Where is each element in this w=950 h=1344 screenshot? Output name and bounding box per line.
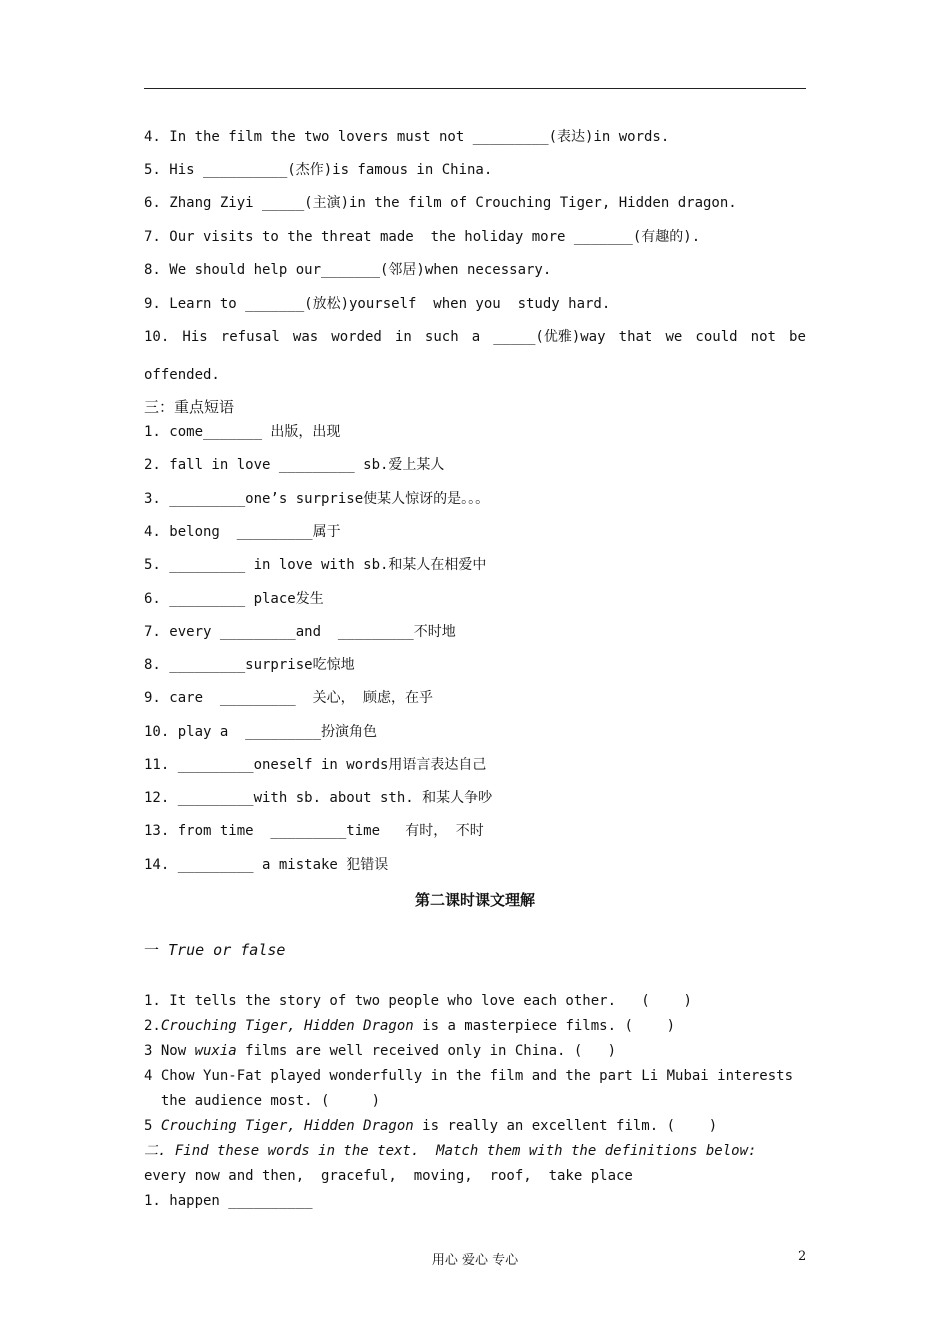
phrase-item: 3. _________one’s surprise使某人惊讶的是。。。 [144,491,490,507]
word: was [292,329,319,345]
section-title [144,941,285,959]
phrase-item: 14. _________ a mistake 犯错误 [144,857,389,873]
phrase-item: 6. _________ place发生 [144,591,324,607]
film-title: Crouching Tiger, Hidden Dragon [160,1118,414,1134]
word: not [750,329,776,345]
header-rule [144,88,806,89]
phrase-item: 11. _________oneself in words用语言表达自己 [144,757,487,773]
phrase-item: 4. belong _________属于 [144,524,341,540]
phrase-item: 8. _________surprise吃惊地 [144,657,355,673]
section-title: 二. Find these words in the text. Match them with the definitions below: [144,1143,757,1159]
lesson-heading: 第二课时课文理解 [414,891,535,909]
page-footer: 用心 爱心 专心 [431,1253,519,1268]
word: could [695,329,738,345]
word: His [182,329,208,345]
word: that [618,329,653,345]
tf-question [144,1017,675,1035]
film-title: Crouching Tiger, Hidden Dragon [160,1018,414,1034]
tf-question [144,1042,616,1060]
exercise-item-10-continued: offended. [144,367,220,383]
phrase-item: 9. care _________ 关心， 顾虑，在乎 [144,690,434,706]
word: we [665,329,683,345]
word: 10. [144,329,170,345]
word: such [424,329,459,345]
phrase-item: 5. _________ in love with sb.和某人在相爱中 [144,557,487,573]
match-item: 1. happen __________ [144,1193,313,1209]
page-number: 2 [798,1249,807,1264]
italic-word: wuxia [194,1043,237,1059]
exercise-item: 9. Learn to _______(放松)yourself when you study hard. [144,296,611,312]
phrase-item: 10. play a _________扮演角色 [144,724,378,740]
tf-question [144,1117,717,1135]
word: a [471,329,481,345]
phrase-item: 1. come_______ 出版，出现 [144,424,341,440]
question-number: 5 [144,1118,161,1134]
phrase-item: 7. every _________and _________不时地 [144,624,456,640]
phrase-item: 13. from time _________time 有时， 不时 [144,823,484,839]
question-text: is a masterpiece films. ( ) [413,1018,676,1034]
exercise-item: 6. Zhang Ziyi _____(主演)in the film of Crouching Tiger, Hidden dragon. [144,195,737,211]
word-list: every now and then, graceful, moving, roof, take place [144,1168,633,1184]
question-number: 2. [144,1018,161,1034]
exercise-item-10 [144,328,806,346]
word: in [394,329,412,345]
phrase-item: 2. fall in love _________ sb.爱上某人 [144,457,445,473]
phrase-item: 12. _________with sb. about sth. 和某人争吵 [144,790,493,806]
tf-question: 1. It tells the story of two people who love each other. ( ) [144,993,692,1009]
word: worded [331,329,382,345]
section-number: 一 [144,941,169,959]
tf-question: 4 Chow Yun-Fat played wonderfully in the film and the part Li Mubai interests [144,1068,794,1084]
word: be [789,329,806,345]
exercise-item: 4. In the film the two lovers must not _________(表达)in words. [144,129,670,145]
exercise-item: 8. We should help our_______(邻居)when necessary. [144,262,552,278]
question-text: films are well received only in China. ( ) [236,1043,617,1059]
exercise-item: 7. Our visits to the threat made the holiday more _______(有趣的). [144,229,701,245]
question-text: 3 Now [144,1043,195,1059]
tf-question-continued: the audience most. ( ) [144,1093,381,1109]
question-text: is really an excellent film. ( ) [413,1118,718,1134]
section-title-text: True or false [168,941,286,959]
word: _____(优雅)way [493,329,606,345]
section-title: 三：重点短语 [144,398,235,416]
word: refusal [220,329,280,345]
exercise-item: 5. His __________(杰作)is famous in China. [144,162,493,178]
